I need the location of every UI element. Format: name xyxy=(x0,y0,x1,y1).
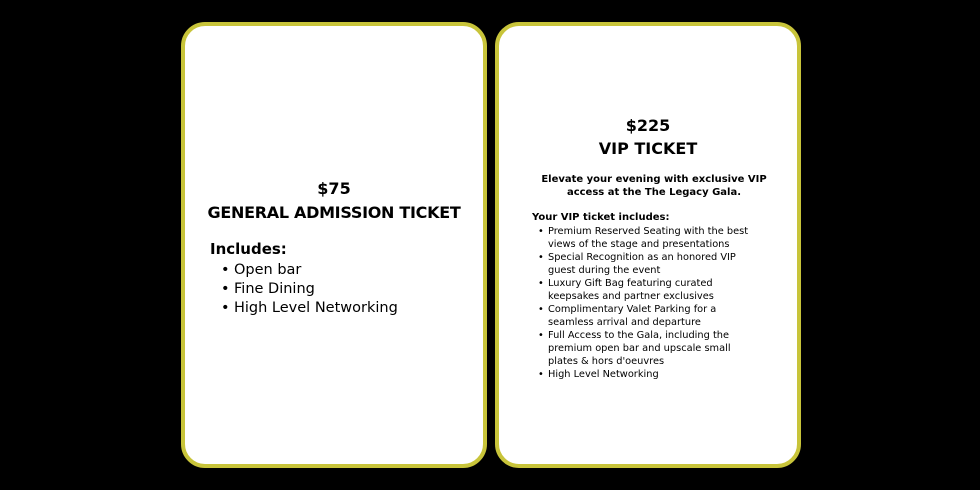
list-item: • Open bar xyxy=(210,261,398,280)
list-item: • Complimentary Valet Parking for a seamless arrival and departure xyxy=(532,303,762,329)
list-item: • High Level Networking xyxy=(532,368,762,381)
list-item: • Full Access to the Gala, including the premium open bar and upscale small plates & hors d'oeuvres xyxy=(532,329,762,368)
general-admission-card xyxy=(181,22,487,468)
ga-ticket-name: GENERAL ADMISSION TICKET xyxy=(207,203,461,222)
vip-price: $225 xyxy=(625,116,671,135)
vip-card xyxy=(495,22,801,468)
list-item: • High Level Networking xyxy=(210,299,398,318)
ga-includes-label: Includes: xyxy=(210,240,287,258)
ga-price: $75 xyxy=(317,179,351,198)
vip-includes-label: Your VIP ticket includes: xyxy=(532,212,670,223)
list-item: • Luxury Gift Bag featuring curated keepsakes and partner exclusives xyxy=(532,277,762,303)
list-item: • Premium Reserved Seating with the best views of the stage and presentations xyxy=(532,225,762,251)
list-item: • Special Recognition as an honored VIP guest during the event xyxy=(532,251,762,277)
vip-tagline: Elevate your evening with exclusive VIP access at the The Legacy Gala. xyxy=(541,174,767,198)
list-item: • Fine Dining xyxy=(210,280,398,299)
ga-includes-list xyxy=(210,261,398,318)
vip-includes-list xyxy=(532,225,762,381)
vip-ticket-name: VIP TICKET xyxy=(598,139,698,158)
